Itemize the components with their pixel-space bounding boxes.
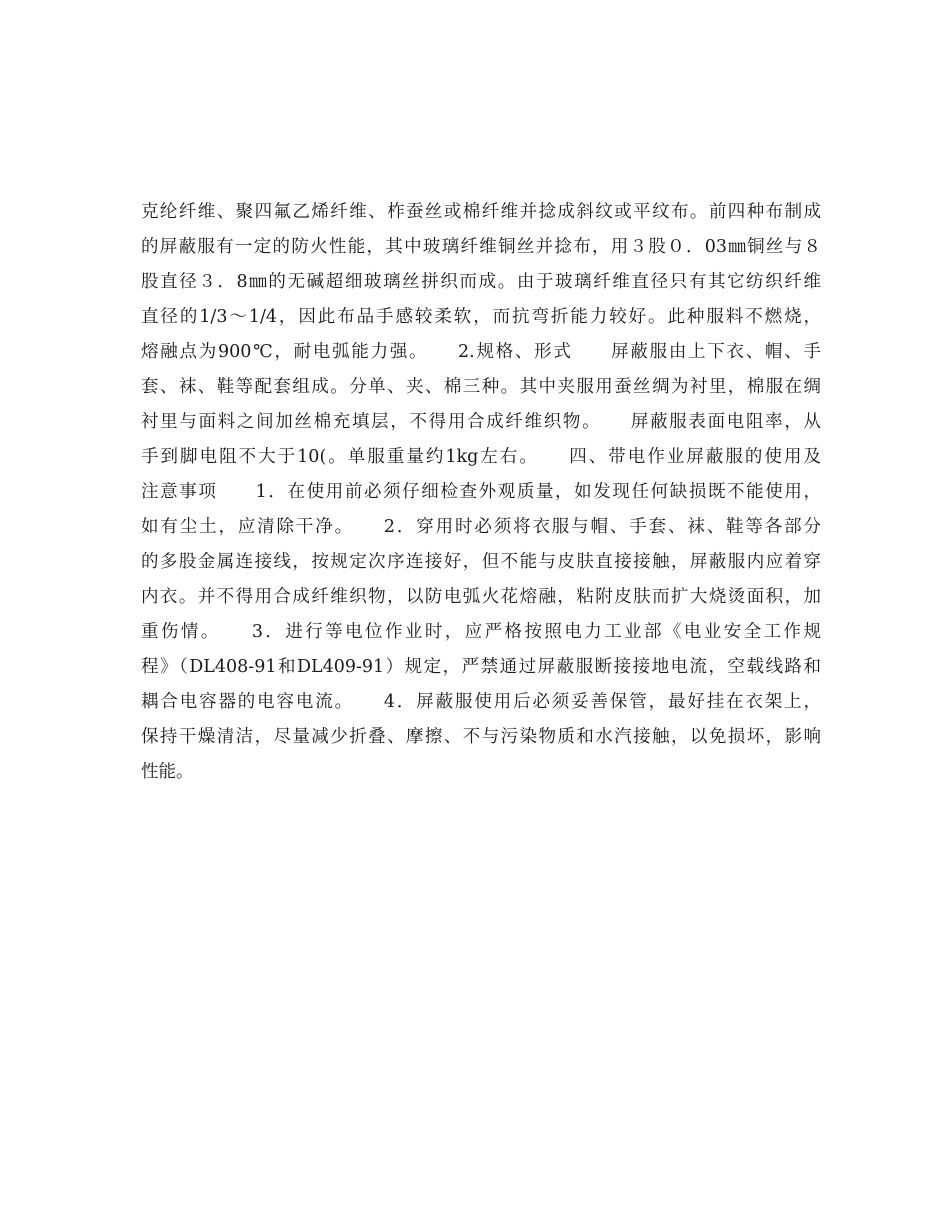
text-line: 直径的1/3～1/4，因此布品手感较柔软，而抗弯折能力较好。此种服料不燃烧， [141, 307, 821, 327]
text-line: 重伤情。 3．进行等电位作业时，应严格按照电力工业部《电业安全工作规 [141, 622, 821, 642]
text-line: 的多股金属连接线，按规定次序连接好，但不能与皮肤直接接触，屏蔽服内应着穿 [141, 552, 821, 572]
text-line: 熔融点为900℃，耐电弧能力强。 2.规格、形式 屏蔽服由上下衣、帽、手 [141, 342, 821, 362]
text-line: 注意事项 1．在使用前必须仔细检查外观质量，如发现任何缺损既不能使用， [141, 482, 821, 502]
text-line: 克纶纤维、聚四氟乙烯纤维、柞蚕丝或棉纤维并捻成斜纹或平纹布。前四种布制成 [141, 202, 821, 222]
text-line: 耦合电容器的电容电流。 4．屏蔽服使用后必须妥善保管，最好挂在衣架上， [141, 692, 821, 712]
text-line: 保持干燥清洁，尽量减少折叠、摩擦、不与污染物质和水汽接触，以免损坏，影响 [141, 727, 821, 747]
text-line: 如有尘土，应清除干净。 2．穿用时必须将衣服与帽、手套、袜、鞋等各部分 [141, 517, 821, 537]
text-line: 内衣。并不得用合成纤维织物，以防电弧火花熔融，粘附皮肤而扩大烧烫面积，加 [141, 587, 821, 607]
text-line: 程》（DL408-91和DL409-91）规定，严禁通过屏蔽服断接接地电流，空载线路和 [141, 657, 821, 677]
text-line: 手到脚电阻不大于10(。单服重量约1kg左右。 四、带电作业屏蔽服的使用及 [141, 447, 821, 467]
text-line: 性能。 [141, 762, 194, 782]
text-line: 套、袜、鞋等配套组成。分单、夹、棉三种。其中夹服用蚕丝绸为衬里，棉服在绸 [141, 377, 821, 397]
text-line: 衬里与面料之间加丝棉充填层，不得用合成纤维织物。 屏蔽服表面电阻率，从 [141, 412, 821, 432]
body-text [141, 195, 821, 790]
text-line: 的屏蔽服有一定的防火性能，其中玻璃纤维铜丝并捻布，用３股０．03㎜铜丝与８ [141, 237, 821, 257]
text-line: 股直径３．8㎜的无碱超细玻璃丝拼织而成。由于玻璃纤维直径只有其它纺织纤维 [141, 272, 821, 292]
